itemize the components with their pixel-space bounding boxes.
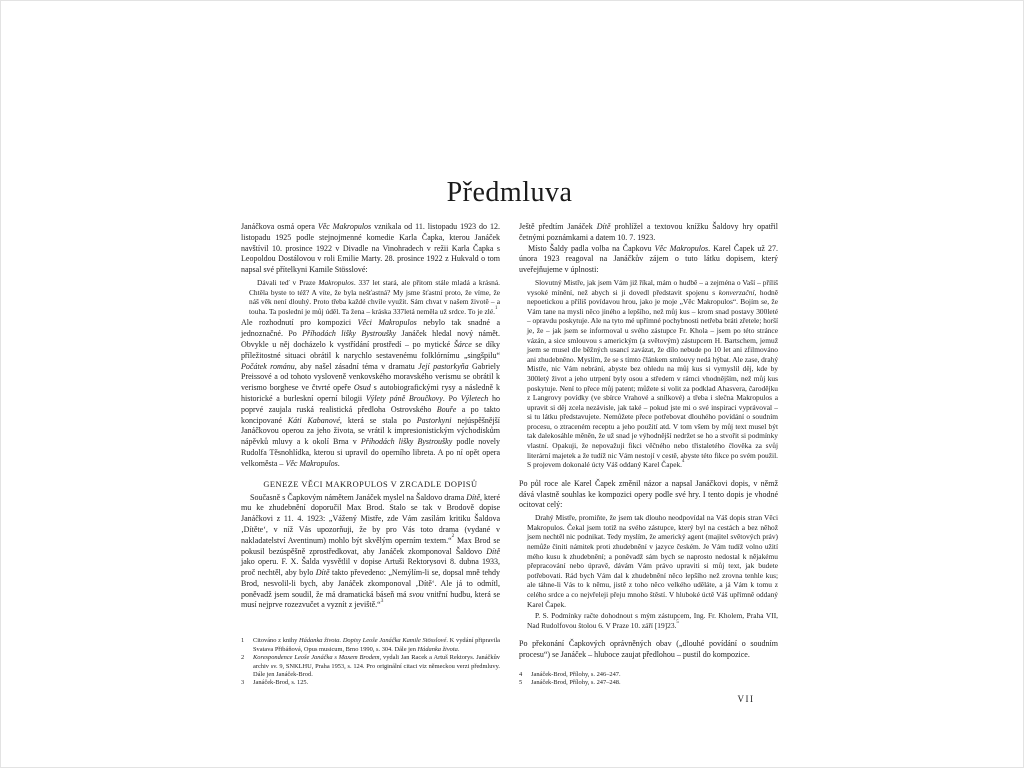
paragraph: Místo Šaldy padla volba na Čapkovu Věc Makropulos. Karel Čapek už 27. února 1923 reagoval na Janáčkův zájem o tuto látku dopisem, který uveřejňujeme v úplnosti: (519, 243, 778, 275)
footnote-text: Janáček-Brod, s. 125. (253, 679, 309, 687)
footnote (241, 637, 500, 654)
letter-quote-postscript: P. S. Podmínky račte dohodnout s mým zástupcem, Ing. Fr. Kholem, Praha VII, Nad Rudolfovou štolou 6. V Praze 10. září [19]23.$^5$ (527, 611, 778, 630)
footnote-number: 4 (519, 670, 523, 678)
page-content (241, 177, 778, 688)
footnote (241, 654, 500, 679)
footnote (519, 671, 778, 679)
letter-quote: Slovutný Mistře, jak jsem Vám již říkal, mám o hudbě – a zejména o Vaší – příliš vysoké mínění, než abych si ji dovedl představit spojenu s konverzační, hodně nepoetickou a příliš povídavou hrou, jako je moje „Věc Makropulos“. Bojím se, že Vám tane na mysli něco jiného a lepšího, než můj kus – krom snad postavy 300leté – opravdu poskytuje. Ale na tyto mé upřímné pochybnosti netřeba bráti zřetele; horší je, že – jak jsem se informoval u svého zástupce Fr. Khola – jsem po této stránce vázán, a sice smlouvou s americkým (a světovým) zástupcem H. Bartschem, jemuž jsem se musel dle běžných usancí zavázat, že dílo nebude po 10 let ani zfilmováno ani zhudebněno. Myslím, že se s tímto článkem smlouvy nedá hýbat. Ale zase, drahý Mistře, nic Vám nebrání, abyste bez ohledu na můj kus si vymyslil děj, kde by 300letý život a jeho utrpení byly osou a středem v rámci vhodnějším, než můj kus poskytuje. Není to přece můj patent; můžete si volit za podklad Ahasvera, čarodějku z Langrovy povídky (ve sbírce Vrahové a snílkové) a třeba i slečna Makropulos a upravit si děj zcela nezávisle, jak také – pokud jste mi o své inspiraci vyprávoval – si tu látku představujete. Nemůžete přece potřebovat dlouhého povídání o soudním procesu, o ztraceném receptu a jeho použití atd. V tom všem by můj text musel být tak dalekosáhle měněn, že už snad je výhodnější nedržet se ho a stvořit si podmínky vlastní. Opakuji, že nepovažuji fikci věčného nebo třistaletého člověka za svůj literární majetek a že tudíž nic Vám nestojí v cestě, abyste této fikce po svém použil. S projevem dokonalé úcty Váš oddaný Karel Čapek.$^4$ (527, 277, 779, 470)
right-column (519, 222, 778, 688)
footnote-text: Janáček-Brod, Přílohy, s. 247–248. (531, 679, 621, 687)
footnote-text: Janáček-Brod, Přílohy, s. 246–247. (531, 670, 621, 678)
left-column (241, 222, 500, 688)
page-title: Předmluva (446, 177, 573, 208)
footnote-number: 5 (519, 679, 523, 687)
paragraph: Ještě předtím Janáček Dítě prohlížel a textovou knížku Šaldovy hry opatřil četnými poznámkami a datem 10. 7. 1923. (519, 222, 778, 242)
footnote-text: Korespondence Leoše Janáčka s Maxem Brodem, vydali Jan Racek a Artuš Rektorys. Janáčkův archiv sv. 9, SNKLHU, Praha 1953, s. 124. Pro originální citaci viz německou verzi předmluvy. Dále jen Janáček-Brod. (253, 654, 500, 678)
letter-quote: Drahý Mistře, promiňte, že jsem tak dlouho neodpovídal na Váš dopis stran Věci Makropulos. Čekal jsem totiž na svého zástupce, který byl na cestách a bez něhož jsem nechtěl nic podnikat. Tedy myslím, že americký agent (majitel světových práv) nemůže činiti námitek proti zhudebnění v jazyce českém. Je Vám tudíž volno užití mého kusu k zhudebnění; a poněvadž sám bych se naprosto nedostal k nějakému přepracování nebo úpravě, dávám Vám právo upraviti si můj text, jak budete potřebovati. Rád bych Vám dal k zhudebnění něco lepšího než zrovna tenhle kus; ale táhne-li Vás to k němu, jistě z toho něco velkého uděláte, a já Vám k tomu z celého srdce a co nejvřeleji přeju mnoho štěstí. V hluboké úctě Váš upřímně oddaný Karel Čapek. (527, 513, 778, 609)
footnote (241, 679, 500, 687)
paragraph: Po půl roce ale Karel Čapek změnil názor a napsal Janáčkovi dopis, v němž dává vlastně souhlas ke kompozici opery podle své hry. I tento dopis je vhodné ocitovat celý: (519, 478, 778, 510)
footnotes-right (519, 661, 778, 688)
section-heading: GENEZE VĚCI MAKROPULOS V ZRCADLE DOPISŮ (263, 479, 478, 489)
footnote-number: 1 (241, 637, 245, 645)
paragraph: Ale rozhodnutí pro kompozici Věci Makropulos nebylo tak snadné a jednoznačné. Po Příhodách lišky Bystroušky Janáček hledal nový námět. Obvykle u něj docházelo k vystřídání prostředí – po mytické Šárce se díky příležitostné situaci obrátil k narychlo sestavenému folklórnímu „singšpilu“ Počátek románu, aby našel zásadní téma v dramatu Její pastorkyňa Gabriely Preissové a od tohoto vysloveně venkovského moravského verismu se obrátil k verismo borghese ve čtvrté opeře Osud s autobiografickými rysy a následně k historické a burleskní operní bilogii Výlety páně Broučkovy. Po Výletech ho poprvé zaujala ruská realistická předloha Ostrovského Bouře a po takto koncipované Káti Kabanové, která se stala po Pastorkyni nejúspěšnější Janáčkovou operou za jeho života, se vrátil k impresionistickým východiskům nápěvků mluvy a k okolí Brna v Příhodách lišky Bystroušky podle novely Rudolfa Těsnohlídka, kterou si upravil do operního libreta. A po ní opět opera velkoměsta – Věc Makropulos. (241, 318, 501, 468)
paragraph: Současně s Čapkovým námětem Janáček myslel na Šaldovo drama Dítě, které mu ke zhudebnění doporučil Max Brod. Stalo se tak v Brodově dopise Janáčkovi z 11. 4. 1923: „Vážený Mistře, zde Vám zasílám kritiku Šaldova ‚Dítěte‘, v níž Vás upozorňuji, že by pro Vás toto drama (vydané v nakladatelství Aventinum) mohlo být skvělým operním textem.“$^2$ Max Brod se pokusil bezúspěšně zprostředkovat, aby Janáček zkomponoval Šaldovo Dítě jako operu. F. X. Šalda vysvětlil v dopise Artuši Rektorysovi 8. dubna 1933, proč nechtěl, aby bylo Dítě takto převedeno: „Nemýlím-li se, dopsal mně tehdy Brod, nesvolil-li bych, aby Janáček zkomponoval ‚Dítě‘. Ale já to odmítl, poněvadž jsem soudil, že má dramatická báseň má svou vnitřní hudbu, která se musí nejprve rozezvučet a vyznít z jeviště.“$^3$ (241, 492, 501, 610)
paragraph: Janáčkova osmá opera Věc Makropulos vznikala od 11. listopadu 1923 do 12. listopadu 1925 podle stejnojmenné komedie Karla Čapka, kterou Janáček navštívil 10. prosince 1922 v Divadle na Vinohradech v režii Karla Čapka s Leopoldou Dostálovou v roli Emilie Marty. 28. prosince 1922 z Hukvald o tom napsal své přítelkyni Kamile Stösslové: (241, 222, 501, 275)
spacer (519, 472, 778, 479)
footnotes-left (241, 627, 500, 687)
footnote-text: Citováno z knihy Hádanka života. Dopisy Leoše Janáčka Kamile Stösslové. K vydání připravila Svatava Přibáňová, Opus musicum, Brno 1990, s. 304. Dále jen Hádanka života. (253, 637, 500, 653)
text-columns (241, 222, 778, 688)
footnote-number: 2 (241, 654, 245, 662)
letter-quote: Dávali teď v Praze Makropulos. 337 let stará, ale přitom stále mladá a krásná. Chtěla byste to též? A víte, že byla nešťastná? My jsme šťastní proto, že víme, že náš věk není dlouhý. Proto třeba každé chvíle využít. Sám chvat v našem životě – a touha. Ta poslední je můj úděl. Ta žena – kráska 337letá neměla už srdce. To je zlé.$^1$ (249, 277, 500, 316)
footnote (519, 679, 778, 687)
page-number: VII (737, 694, 755, 704)
footnote-number: 3 (241, 679, 245, 687)
paragraph: Po překonání Čapkových oprávněných obav („dlouhé povídání o soudním procesu“) se Janáček – hluboce zaujat předlohou – pustil do kompozice. (519, 639, 778, 660)
